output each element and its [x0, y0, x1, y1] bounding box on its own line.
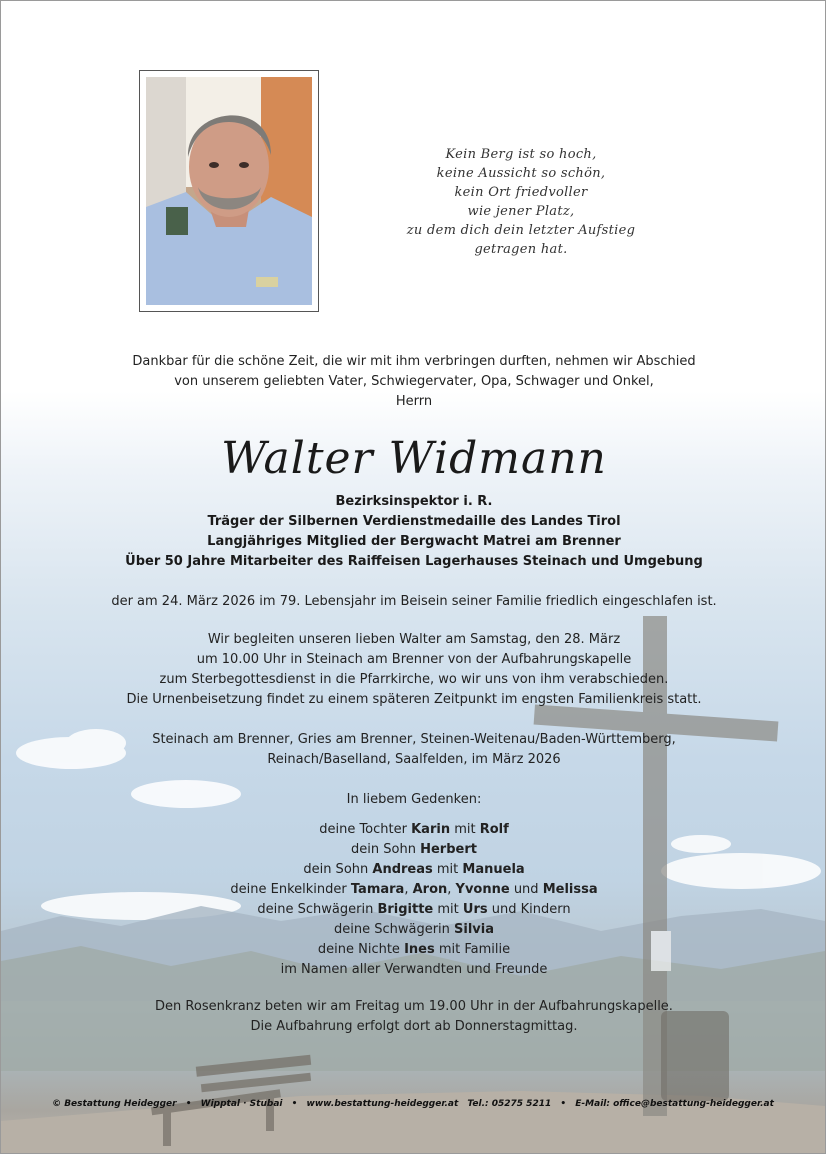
family-line: deine Tochter Karin mit Rolf	[319, 822, 509, 837]
quote-line: wie jener Platz,	[467, 204, 575, 219]
funeral-line: zum Sterbegottesdienst in die Pfarrkirche, wo wir uns von ihm verabschieden.	[159, 672, 669, 687]
intro-line: Herrn	[395, 394, 433, 409]
family-line: im Namen aller Verwandten und Freunde	[280, 962, 548, 977]
intro-line: Dankbar für die schöne Zeit, die wir mit ihm verbringen durften, nehmen wir Abschied	[132, 354, 696, 369]
quote-line: kein Ort friedvoller	[454, 185, 588, 200]
funeral-details	[61, 630, 767, 710]
email-link[interactable]: E-Mail: office@bestattung-heidegger.at	[575, 1099, 774, 1109]
funeral-home-footer	[1, 1099, 825, 1109]
separator: •	[291, 1099, 298, 1109]
rosary-notice	[61, 997, 767, 1037]
place-line: Steinach am Brenner, Gries am Brenner, Steinen-Weitenau/Baden-Württemberg,	[152, 732, 676, 747]
separator: •	[185, 1099, 192, 1109]
in-memory-heading: In liebem Gedenken:	[346, 792, 482, 807]
family-line: deine Schwägerin Silvia	[333, 922, 495, 937]
honor-line: Über 50 Jahre Mitarbeiter des Raiffeisen Lagerhauses Steinach und Umgebung	[125, 554, 703, 569]
death-notice: der am 24. März 2026 im 79. Lebensjahr im Beisein seiner Familie friedlich eingeschlafen ist.	[111, 594, 717, 609]
family-list	[61, 820, 767, 980]
quote-line: getragen hat.	[474, 242, 568, 257]
funeral-line: Die Urnenbeisetzung findet zu einem späteren Zeitpunkt im engsten Familienkreis statt.	[126, 692, 702, 707]
family-line: dein Sohn Andreas mit Manuela	[303, 862, 525, 877]
family-line: dein Sohn Herbert	[351, 842, 477, 857]
separator: •	[560, 1099, 567, 1109]
funeral-line: um 10.00 Uhr in Steinach am Brenner von der Aufbahrungskapelle	[196, 652, 632, 667]
phone-number: Tel.: 05275 5211	[467, 1099, 552, 1109]
quote-line: keine Aussicht so schön,	[436, 166, 606, 181]
rosary-line: Den Rosenkranz beten wir am Freitag um 19.00 Uhr in der Aufbahrungskapelle.	[155, 999, 673, 1014]
intro-line: von unserem geliebten Vater, Schwiegervater, Opa, Schwager und Onkel,	[174, 374, 654, 389]
funeral-line: Wir begleiten unseren lieben Walter am Samstag, den 28. März	[207, 632, 621, 647]
intro-text	[101, 352, 727, 412]
honor-line: Bezirksinspektor i. R.	[335, 494, 493, 509]
family-line: deine Nichte Ines mit Familie	[317, 942, 511, 957]
region: Wipptal · Stubai	[200, 1099, 283, 1109]
honor-line: Langjähriges Mitglied der Bergwacht Matrei am Brenner	[207, 534, 621, 549]
deceased-name: Walter Widmann	[221, 433, 607, 484]
honor-line: Träger der Silbernen Verdienstmedaille des Landes Tirol	[207, 514, 621, 529]
website-link[interactable]: www.bestattung-heidegger.at	[306, 1099, 459, 1109]
rosary-line: Die Aufbahrung erfolgt dort ab Donnerstagmittag.	[250, 1019, 578, 1034]
place-date	[61, 730, 767, 770]
family-line: deine Enkelkinder Tamara, Aron, Yvonne und Melissa	[230, 882, 598, 897]
company-name: © Bestattung Heidegger	[52, 1099, 177, 1109]
family-line: deine Schwägerin Brigitte mit Urs und Kindern	[257, 902, 571, 917]
quote-line: Kein Berg ist so hoch,	[445, 147, 597, 162]
portrait-frame	[139, 70, 319, 312]
place-line: Reinach/Baselland, Saalfelden, im März 2026	[267, 752, 561, 767]
portrait-photo	[146, 77, 312, 305]
memorial-quote	[391, 145, 651, 259]
honors-list	[101, 492, 727, 572]
quote-line: zu dem dich dein letzter Aufstieg	[406, 223, 636, 238]
